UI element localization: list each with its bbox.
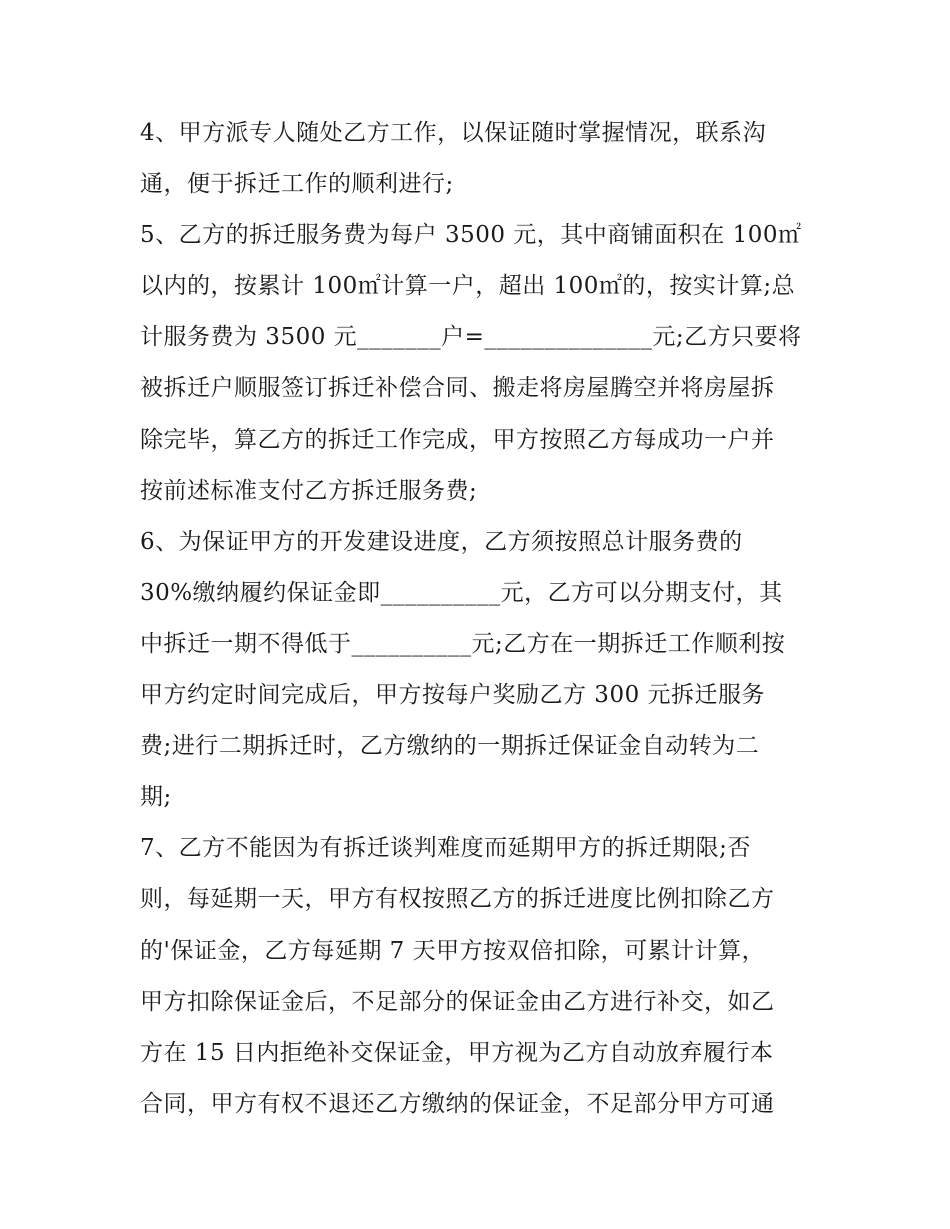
text-line: 期;: [140, 784, 172, 811]
text-line: 以内的，按累计 100㎡计算一户，超出 100㎡的，按实计算;总: [140, 273, 796, 300]
text-line: 按前述标准支付乙方拆迁服务费;: [140, 477, 478, 504]
text-line: 被拆迁户顺服签订拆迁补偿合同、搬走将房屋腾空并将房屋拆: [140, 375, 775, 402]
text-line: 方在 15 日内拒绝补交保证金，甲方视为乙方自动放弃履行本: [140, 1039, 774, 1066]
text-line: 甲方约定时间完成后，甲方按每户奖励乙方 300 元拆迁服务: [140, 682, 766, 709]
text-line: 中拆迁一期不得低于__________元;乙方在一期拆迁工作顺利按: [140, 630, 786, 657]
contract-text-block: [140, 108, 830, 1130]
text-line: 7、乙方不能因为有拆迁谈判难度而延期甲方的拆迁期限;否: [140, 835, 751, 862]
text-line: 计服务费为 3500 元_______户=______________元;乙方只要将: [140, 324, 802, 351]
text-line: 的'保证金，乙方每延期 7 天甲方按双倍扣除，可累计计算，: [140, 937, 766, 964]
text-line: 5、乙方的拆迁服务费为每户 3500 元，其中商铺面积在 100㎡: [140, 222, 802, 249]
text-line: 合同，甲方有权不退还乙方缴纳的保证金，不足部分甲方可通: [140, 1090, 775, 1117]
text-line: 则，每延期一天，甲方有权按照乙方的拆迁进度比例扣除乙方: [140, 886, 775, 913]
text-line: 4、甲方派专人随处乙方工作，以保证随时掌握情况，联系沟: [140, 120, 767, 146]
text-line: 费;进行二期拆迁时，乙方缴纳的一期拆迁保证金自动转为二: [140, 733, 760, 760]
text-line: 通，便于拆迁工作的顺利进行;: [140, 171, 454, 198]
text-line: 甲方扣除保证金后，不足部分的保证金由乙方进行补交，如乙: [140, 988, 775, 1015]
text-line: 除完毕，算乙方的拆迁工作完成，甲方按照乙方每成功一户并: [140, 426, 775, 453]
text-line: 30%缴纳履约保证金即__________元，乙方可以分期支付，其: [140, 579, 783, 606]
text-line: 6、为保证甲方的开发建设进度，乙方须按照总计服务费的: [140, 528, 743, 555]
